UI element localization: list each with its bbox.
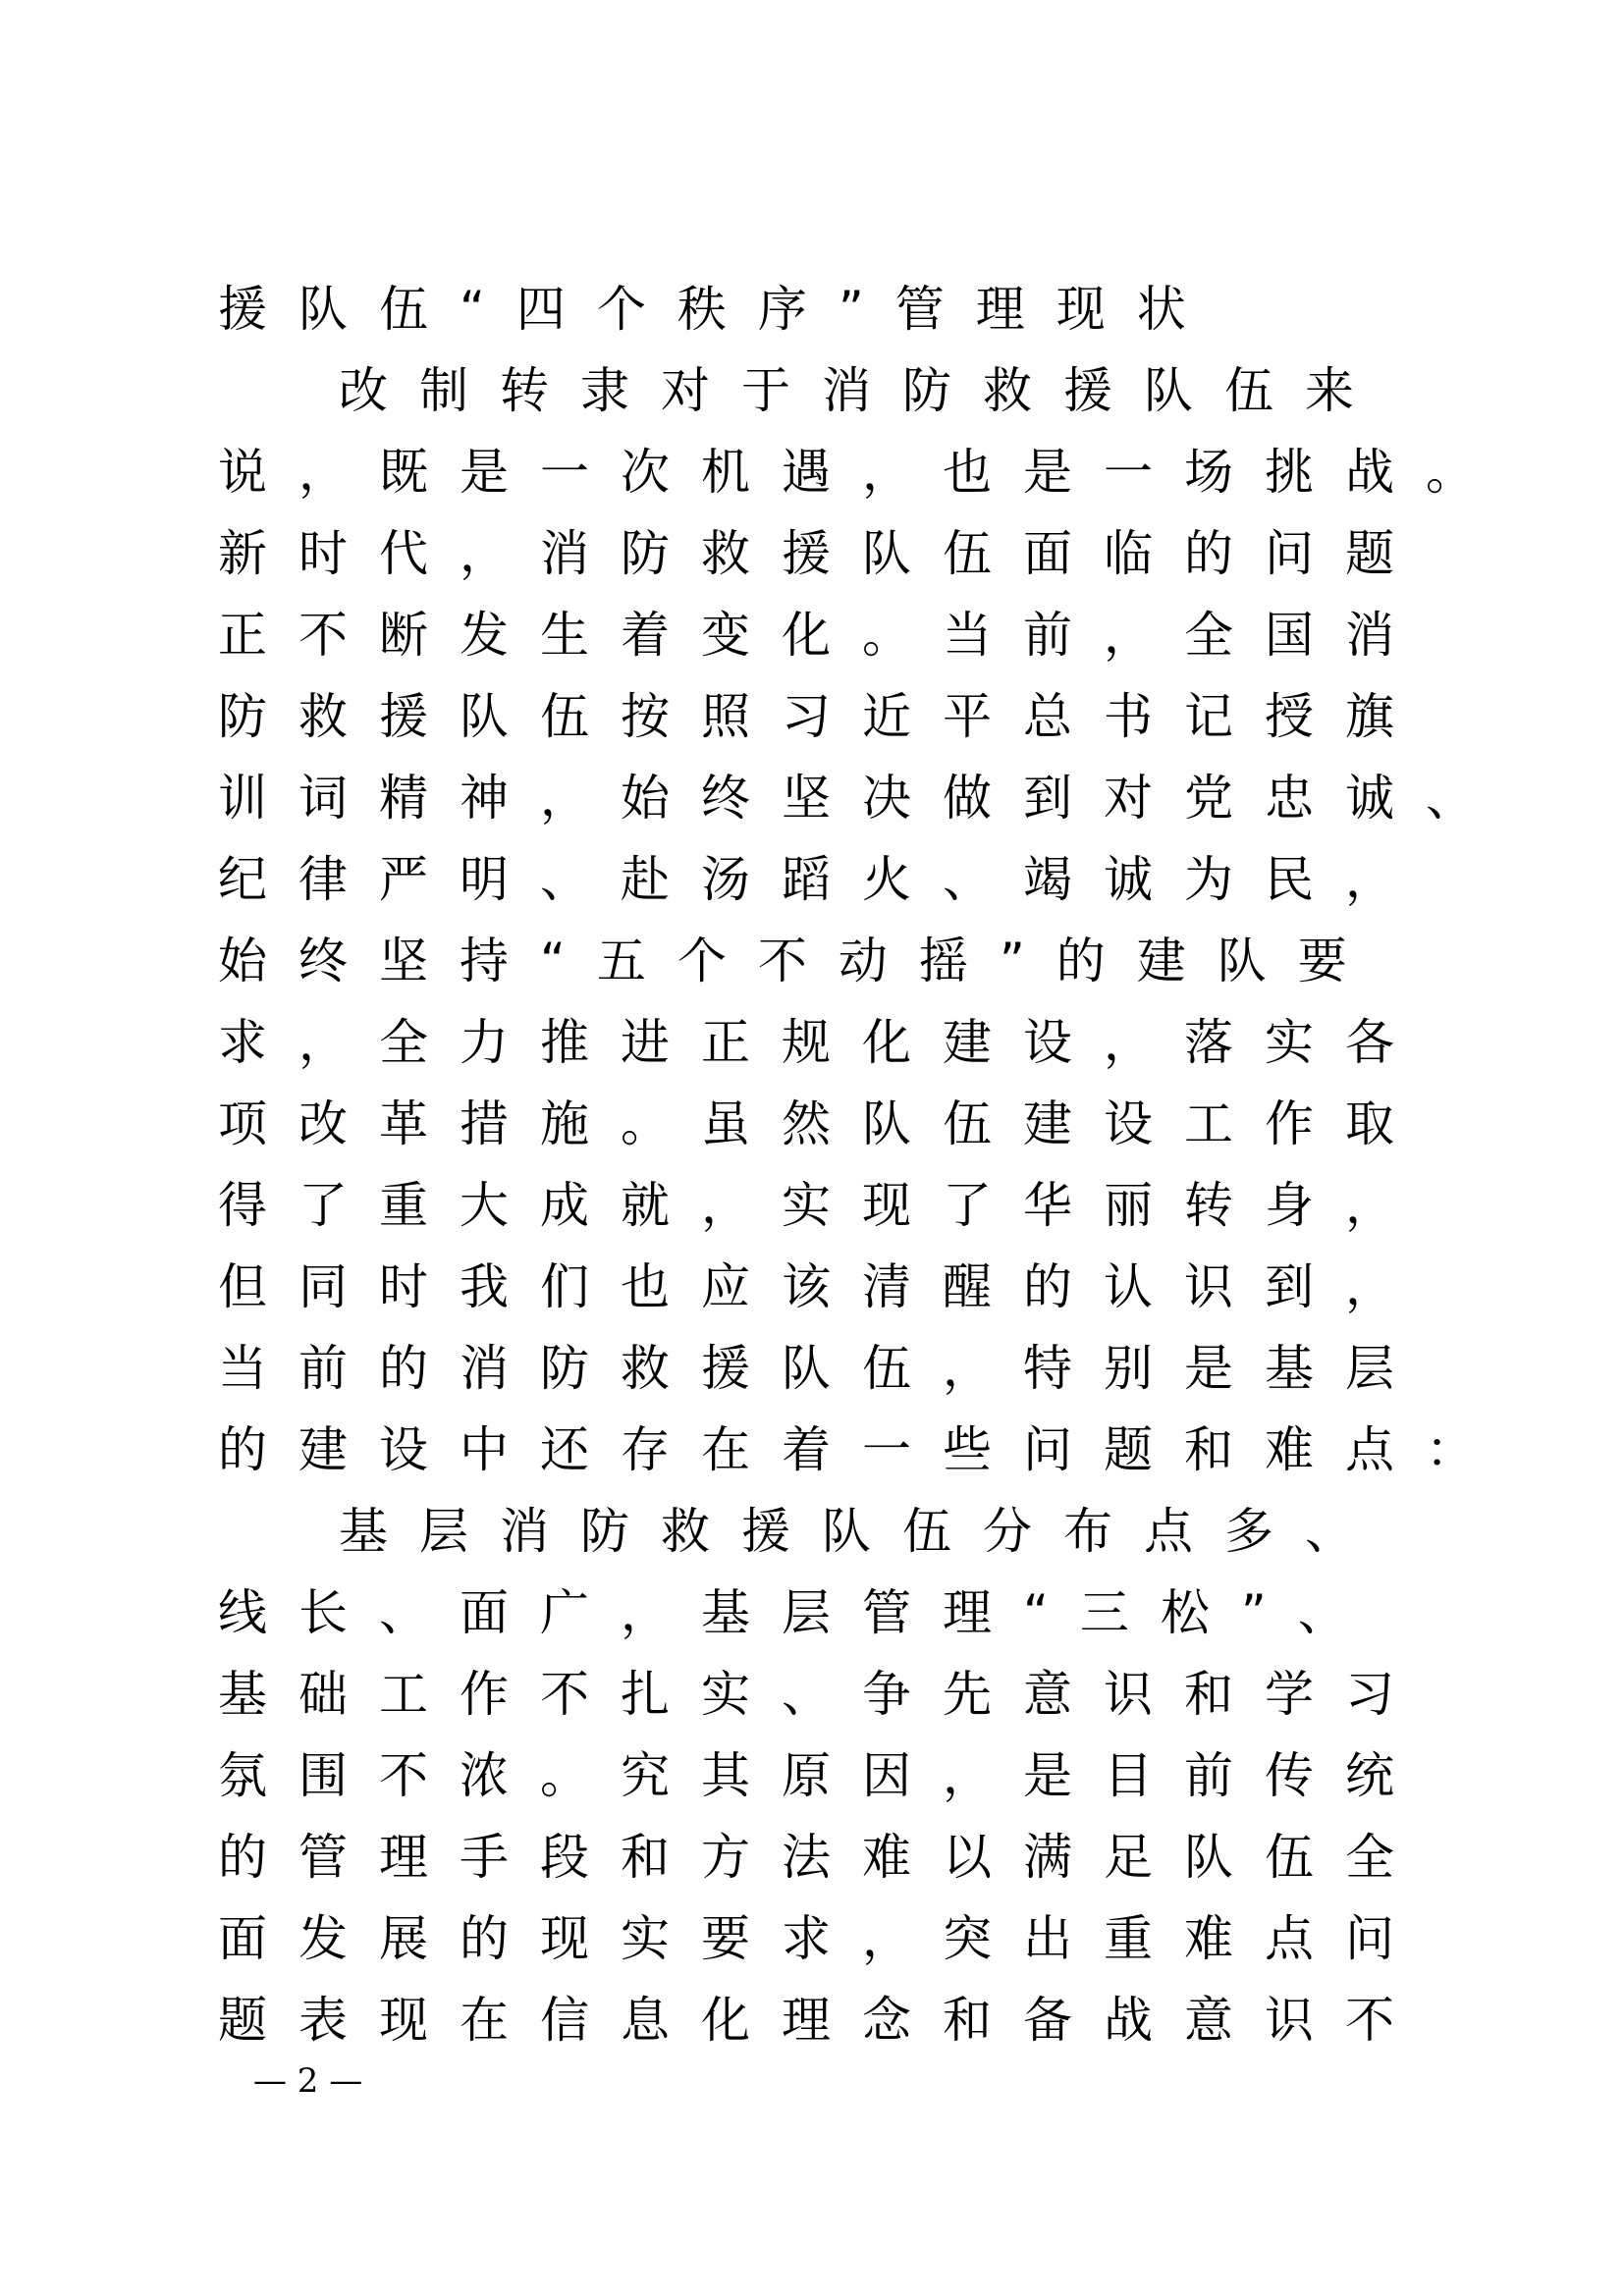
text-line: 基层消防救援队伍分布点多、 bbox=[339, 1503, 1385, 1560]
text-line: 项改革措施。虽然队伍建设工作取 bbox=[218, 1095, 1426, 1152]
body-text bbox=[218, 275, 1506, 2067]
text-line: 求，全力推进正规化建设，落实各 bbox=[218, 1014, 1426, 1071]
text-line: 改制转隶对于消防救援队伍来 bbox=[339, 362, 1385, 419]
text-line: 但同时我们也应该清醒的认识到， bbox=[218, 1258, 1426, 1315]
text-line: 当前的消防救援队伍，特别是基层 bbox=[218, 1340, 1426, 1397]
text-line: 氛围不浓。究其原因，是目前传统 bbox=[218, 1747, 1426, 1804]
text-line: 新时代，消防救援队伍面临的问题 bbox=[218, 525, 1426, 582]
text-line: 援队伍“四个秩序”管理现状 bbox=[218, 281, 1218, 338]
text-line: 的建设中还存在着一些问题和难点： bbox=[218, 1421, 1506, 1478]
text-line: 题表现在信息化理念和备战意识不 bbox=[218, 1992, 1426, 2049]
text-line: 纪律严明、赴汤蹈火、竭诚为民， bbox=[218, 851, 1426, 908]
text-line: 防救援队伍按照习近平总书记授旗 bbox=[218, 688, 1426, 745]
text-line: 的管理手段和方法难以满足队伍全 bbox=[218, 1829, 1426, 1886]
text-line: 训词精神，始终坚决做到对党忠诚、 bbox=[218, 770, 1506, 827]
text-line: 得了重大成就，实现了华丽转身， bbox=[218, 1177, 1426, 1234]
text-line: 基础工作不扎实、争先意识和学习 bbox=[218, 1666, 1426, 1723]
text-line: 面发展的现实要求，突出重难点问 bbox=[218, 1910, 1426, 1967]
text-line: 始终坚持“五个不动摇”的建队要 bbox=[218, 933, 1379, 989]
page-number: — 2 — bbox=[253, 2061, 363, 2101]
text-line: 正不断发生着变化。当前，全国消 bbox=[218, 607, 1426, 664]
text-line: 线长、面广，基层管理“三松”、 bbox=[218, 1584, 1379, 1641]
text-line: 说，既是一次机遇，也是一场挑战。 bbox=[218, 444, 1506, 501]
